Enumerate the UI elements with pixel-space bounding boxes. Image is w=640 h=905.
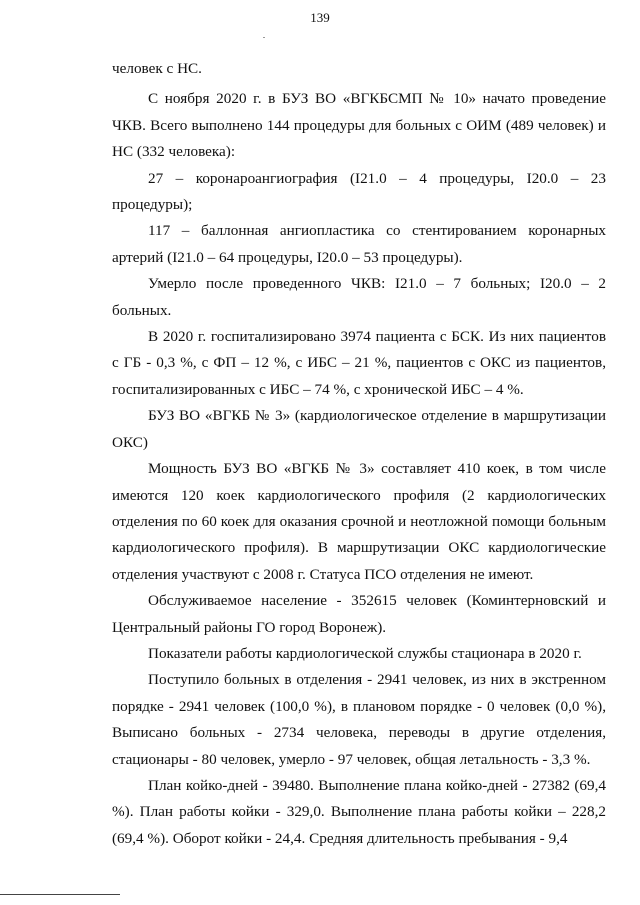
- paragraph-angiography: 27 – коронароангиография (I21.0 – 4 процедуры, I20.0 – 23 процедуры);: [112, 169, 606, 214]
- page-number: 139: [310, 10, 330, 25]
- document-body: [112, 56, 606, 852]
- footnote-separator: [0, 894, 120, 895]
- paragraph-hospitalized-2020: В 2020 г. госпитализировано 3974 пациента с БСК. Из них пациентов с ГБ - 0,3 %, с ФП – 12 %, с ИБС – 21 %, пациентов с ОКС из пациентов, госпитализированных с ИБС – 74 %, с хронической ИБС – 4 %.: [112, 328, 606, 398]
- paragraph-population: Обслуживаемое население - 352615 человек (Коминтерновский и Центральный районы ГО город Воронеж).: [112, 592, 606, 636]
- paragraph-hospital-capacity: Мощность БУЗ ВО «ВГКБ № 3» составляет 410 коек, в том числе имеются 120 коек кардиологического профиля (2 кардиологических отделения по 60 коек для оказания срочной и неотложной помощи больным кардиологического профиля). В маршрутизации ОКС кардиологические отделения участвуют с 2008 г. Статуса ПСО отделения не имеют.: [112, 460, 606, 583]
- scan-speck: [263, 37, 265, 38]
- paragraph-mortality-pci: Умерло после проведенного ЧКВ: I21.0 – 7 больных; I20.0 – 2 больных.: [112, 275, 606, 319]
- paragraph-continuation: человек с НС.: [112, 60, 202, 77]
- paragraph-indicators-heading: Показатели работы кардиологической службы стационара в 2020 г.: [148, 644, 582, 662]
- paragraph-hospital-heading: БУЗ ВО «ВГКБ № 3» (кардиологическое отделение в маршрутизации ОКС): [112, 407, 606, 451]
- paragraph-bed-days: План койко-дней - 39480. Выполнение плана койко-дней - 27382 (69,4 %). План работы койки - 329,0. Выполнение плана работы койки – 228,2 (69,4 %). Оборот койки - 24,4. Средняя длительность пребывания - 9,4: [112, 776, 606, 847]
- paragraph-pci-start: С ноября 2020 г. в БУЗ ВО «ВГКБСМП № 10» начато проведение ЧКВ. Всего выполнено 144 процедуры для больных с ОИМ (489 человек) и НС (332 человека):: [112, 90, 606, 161]
- paragraph-admissions: Поступило больных в отделения - 2941 человек, из них в экстренном порядке - 2941 человек (100,0 %), в плановом порядке - 0 человек (0,0 %), Выписано больных - 2734 человека, переводы в другие отделения, стационары - 80 человек, умерло - 97 человек, общая летальность - 3,3 %.: [112, 671, 606, 768]
- paragraph-angioplasty: 117 – баллонная ангиопластика со стентированием коронарных артерий (I21.0 – 64 процедуры, I20.0 – 53 процедуры).: [112, 222, 606, 266]
